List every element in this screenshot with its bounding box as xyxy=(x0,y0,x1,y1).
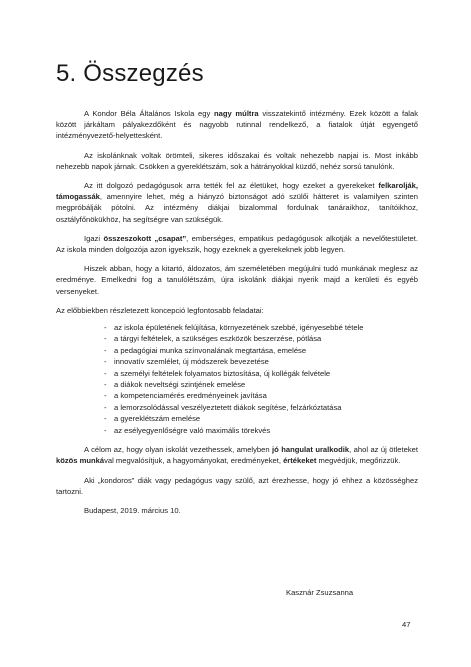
list-item-text: a személyi feltételek folyamatos biztosítása, új kollégák felvétele xyxy=(114,368,331,378)
list-item-text: a pedagógiai munka színvonalának megtartása, emelése xyxy=(114,345,307,355)
paragraph-tasks-intro: Az előbbiekben részletezett koncepció legfontosabb feladatai: xyxy=(56,305,264,315)
section-heading: 5. Összegzés xyxy=(56,60,204,87)
page-number: 47 xyxy=(402,620,411,629)
dash-marker: - xyxy=(104,323,107,333)
list-item xyxy=(56,379,418,390)
text-run: , amennyire lehet, még a hiányzó biztonságot adó szülői hátteret is valamilyen szinten megpróbálják pótolni. Az intézmény diákjai bizalommal fordulnak tanáraikhoz, tanítóikhoz, osztályfőnökükhöz, ha segítségre van szükségük. xyxy=(56,192,418,224)
list-item-text: a gyereklétszám emelése xyxy=(114,414,201,424)
emphasis-text: értékeket xyxy=(283,456,317,466)
section-body xyxy=(56,108,418,524)
list-item xyxy=(56,402,418,413)
text-run: megvédjük, megőrizzük. xyxy=(316,456,401,466)
paragraph-current-state: Az iskolánknak voltak örömteli, sikeres időszakai és voltak nehezebb napjai is. Most inkább nehezebb napok járnak. Csökken a gyereklétszám, sok a hátrányokkal küzdő, nehéz sorsú tanulónk. xyxy=(56,150,418,171)
text-run: visszatekintő intézmény. Ezek között a falak között járkáltam pályakezdőként és nagyobb rutinnal rendelkező, a fiatalok útját egyengető intézményvezető-helyettesként. xyxy=(56,109,418,141)
text-run: A Kondor Béla Általános Iskola egy xyxy=(84,109,214,118)
dash-marker: - xyxy=(104,368,107,378)
date-line: Budapest, 2019. március 10. xyxy=(84,505,181,515)
list-item-text: az iskola épületének felújítása, környezetének szebbé, igényesebbé tétele xyxy=(114,323,364,333)
list-item xyxy=(56,390,418,401)
paragraph-team xyxy=(56,233,418,255)
list-item-text: a tárgyi feltételek, a szükséges eszközök beszerzése, pótlása xyxy=(114,334,322,344)
dash-marker: - xyxy=(104,402,107,412)
dash-marker: - xyxy=(104,425,107,435)
emphasis-text: közös munká xyxy=(56,456,105,466)
dash-marker: - xyxy=(104,414,107,424)
emphasis-text: összeszokott „csapat” xyxy=(103,233,187,243)
list-item-text: innovatív szemlélet, új módszerek bevezetése xyxy=(114,357,269,367)
signature-name: Kasznár Zsuzsanna xyxy=(286,588,354,597)
list-item xyxy=(56,345,418,356)
list-item xyxy=(56,425,418,436)
paragraph-teachers xyxy=(56,180,418,225)
dash-marker: - xyxy=(104,334,107,344)
list-item xyxy=(56,413,418,424)
list-item-text: a kompetenciamérés eredményeinek javítása xyxy=(114,391,267,401)
emphasis-text: felkarolják, támogassák xyxy=(56,181,418,202)
text-run: , emberséges, empatikus pedagógusok alkotják a nevelőtestületet. Az iskola minden dolgozója azon igyekszik, hogy ezeknek a gyerekeknek jobb legyen. xyxy=(56,233,419,255)
task-list xyxy=(56,322,418,436)
dash-marker: - xyxy=(104,357,107,367)
text-run: val megvalósítjuk, a hagyományokat, eredményeket, xyxy=(104,456,284,466)
text-run: , ahol az új ötleteket xyxy=(349,445,418,455)
text-run: Az itt dolgozó pedagógusok arra tették fel az életüket, hogy ezeket a gyerekeket xyxy=(84,181,379,191)
paragraph-intro xyxy=(56,108,418,142)
list-item-text: a diákok neveltségi szintjének emelése xyxy=(114,380,246,390)
list-item xyxy=(56,356,418,367)
list-item xyxy=(56,368,418,379)
dash-marker: - xyxy=(104,345,107,355)
paragraph-goal xyxy=(56,444,418,466)
text-run: A célom az, hogy olyan iskolát vezethessek, amelyben xyxy=(84,445,273,455)
dash-marker: - xyxy=(104,391,107,401)
emphasis-text: nagy múltra xyxy=(213,109,259,118)
list-item xyxy=(56,322,418,333)
dash-marker: - xyxy=(104,380,107,390)
list-item-text: az esélyegyenlőségre való maximális törekvés xyxy=(114,425,271,435)
list-item-text: a lemorzsolódással veszélyeztetett diákok segítése, felzárkóztatása xyxy=(114,402,342,412)
paragraph-belief: Hiszek abban, hogy a kitartó, áldozatos, ám személetében megújulni tudó munkának meglesz az eredménye. Emelkedni fog a tanulólétszám, újra iskolánk diákjai nyerik majd a kerületi és egyéb versenyeket. xyxy=(56,264,418,296)
paragraph-community: Aki „kondoros” diák vagy pedagógus vagy szülő, azt érezhesse, hogy jó ehhez a közösséghez tartozni. xyxy=(56,475,418,496)
emphasis-text: jó hangulat uralkodik xyxy=(272,445,350,455)
text-run: Igazi xyxy=(84,233,104,243)
list-item xyxy=(56,333,418,344)
